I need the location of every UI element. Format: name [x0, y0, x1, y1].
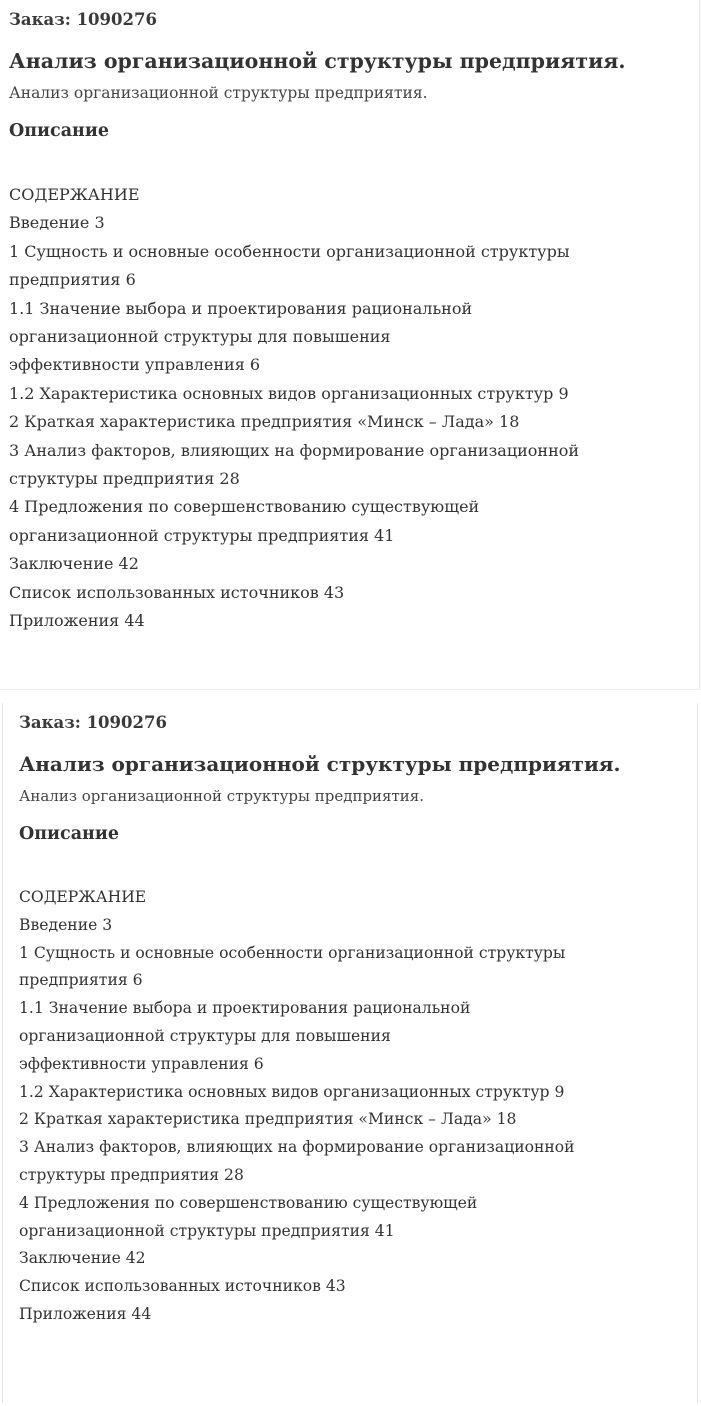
toc-line: эффективности управления 6: [9, 355, 261, 375]
toc-line: Приложения 44: [19, 1304, 152, 1323]
toc-line: 3 Анализ факторов, влияющих на формирование организационной: [9, 440, 580, 460]
toc-line: организационной структуры для повышения: [19, 1026, 391, 1045]
toc-line: 1 Сущность и основные особенности организационной структуры: [19, 943, 566, 962]
toc-line: 1 Сущность и основные особенности организационной структуры: [9, 241, 570, 261]
toc-line: структуры предприятия 28: [19, 1165, 244, 1184]
toc-line: 2 Краткая характеристика предприятия «Минск – Лада» 18: [19, 1110, 517, 1129]
toc-line: организационной структуры предприятия 41: [9, 525, 395, 545]
order-card-bottom: [2, 703, 698, 1403]
order-card-top: [0, 0, 700, 690]
document-title: Анализ организационной структуры предприятия.: [19, 752, 621, 776]
order-number: Заказ: 1090276: [9, 10, 157, 29]
document-subtitle: Анализ организационной структуры предприятия.: [9, 84, 428, 102]
document-title: Анализ организационной структуры предприятия.: [9, 49, 626, 73]
description-heading: Описание: [19, 824, 119, 844]
toc-line: Приложения 44: [9, 611, 145, 631]
description-heading: Описание: [9, 121, 109, 141]
order-number: Заказ: 1090276: [19, 713, 167, 732]
toc-line: СОДЕРЖАНИЕ: [9, 185, 140, 204]
toc-line: 4 Предложения по совершенствованию существующей: [19, 1193, 478, 1212]
toc-line: Список использованных источников 43: [19, 1277, 346, 1296]
toc-line: Заключение 42: [9, 554, 139, 574]
toc-line: структуры предприятия 28: [9, 469, 240, 489]
table-of-contents: [19, 884, 697, 1329]
toc-line: 1.2 Характеристика основных видов организационных структур 9: [19, 1082, 565, 1101]
toc-line: предприятия 6: [19, 971, 143, 990]
toc-line: 1.1 Значение выбора и проектирования рациональной: [9, 298, 473, 318]
toc-line: Заключение 42: [19, 1249, 146, 1268]
toc-line: 3 Анализ факторов, влияющих на формирование организационной: [19, 1138, 575, 1157]
toc-line: предприятия 6: [9, 270, 136, 290]
toc-line: 4 Предложения по совершенствованию существующей: [9, 497, 480, 517]
table-of-contents: [9, 181, 699, 636]
toc-line: Введение 3: [9, 213, 105, 233]
toc-line: 1.1 Значение выбора и проектирования рациональной: [19, 999, 471, 1018]
toc-line: Введение 3: [19, 915, 113, 934]
toc-line: 2 Краткая характеристика предприятия «Минск – Лада» 18: [9, 412, 520, 432]
toc-line: эффективности управления 6: [19, 1054, 264, 1073]
toc-line: организационной структуры для повышения: [9, 327, 391, 347]
document-subtitle: Анализ организационной структуры предприятия.: [19, 787, 425, 805]
toc-line: СОДЕРЖАНИЕ: [19, 888, 147, 906]
toc-line: организационной структуры предприятия 41: [19, 1221, 395, 1240]
toc-line: Список использованных источников 43: [9, 582, 345, 602]
toc-line: 1.2 Характеристика основных видов организационных структур 9: [9, 383, 569, 403]
